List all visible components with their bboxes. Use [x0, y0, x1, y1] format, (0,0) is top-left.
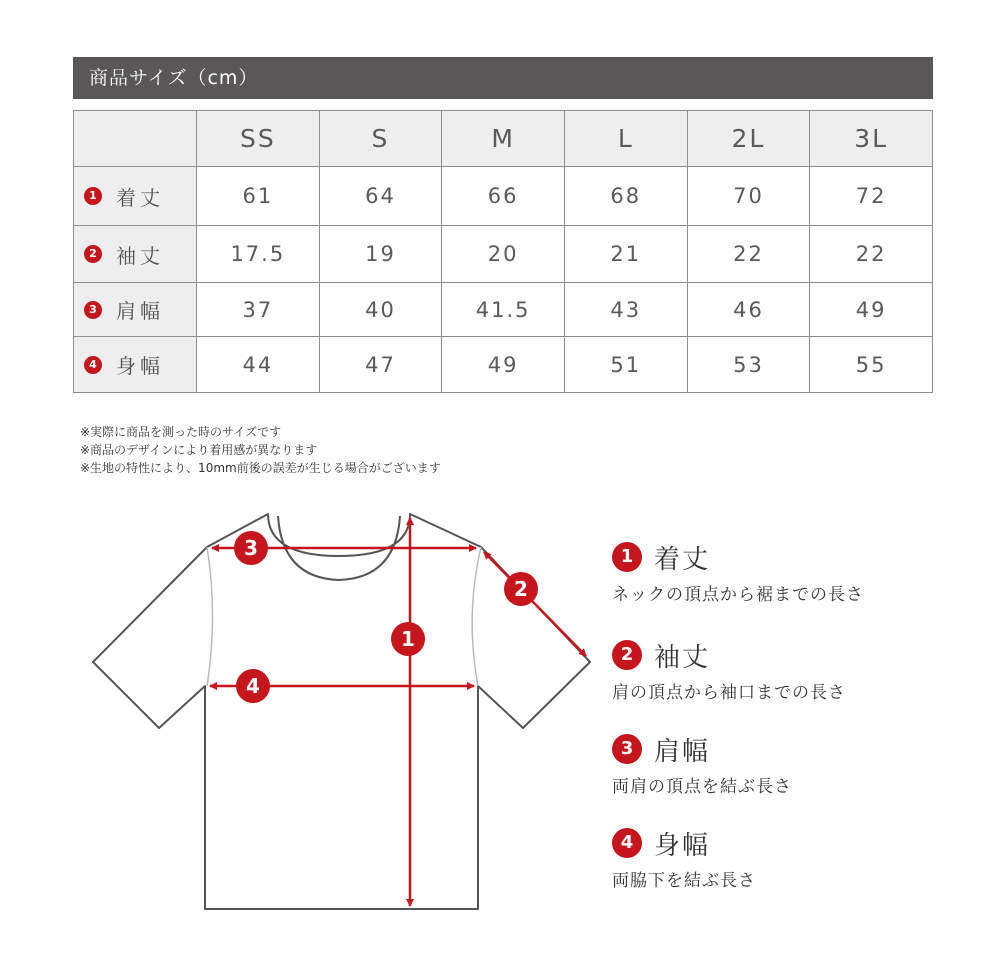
table-cell: 72 — [810, 167, 933, 226]
table-cell: 66 — [442, 167, 565, 226]
table-cell: 37 — [197, 283, 320, 337]
column-header: 2L — [687, 111, 810, 167]
note-line: ※商品のデザインにより着用感が異なります — [80, 443, 318, 457]
marker-badge-2 — [504, 572, 538, 606]
legend-title: 袖丈 — [654, 642, 711, 673]
marker-badge-3 — [234, 531, 268, 565]
table-cell: 19 — [319, 226, 442, 283]
table-cell: 53 — [687, 337, 810, 393]
table-cell: 49 — [442, 337, 565, 393]
legend-description: ネックの頂点から裾までの長さ — [612, 585, 864, 605]
legend-item — [612, 826, 756, 891]
sleeve-seam-left — [207, 547, 213, 686]
row-label: 身幅 — [116, 354, 164, 378]
marker-badge-4 — [236, 669, 270, 703]
column-header: 3L — [810, 111, 933, 167]
table-cell: 21 — [564, 226, 687, 283]
row-label: 肩幅 — [116, 299, 164, 323]
table-cell: 46 — [687, 283, 810, 337]
legend-title: 着丈 — [654, 544, 711, 575]
row-label: 着丈 — [116, 185, 164, 210]
column-header: S — [319, 111, 442, 167]
marker-label: 4 — [246, 674, 260, 698]
table-cell: 20 — [442, 226, 565, 283]
legend-description: 肩の頂点から袖口までの長さ — [612, 683, 846, 703]
legend-title: 身幅 — [654, 830, 711, 861]
marker-badge-1 — [391, 622, 425, 656]
table-cell: 40 — [319, 283, 442, 337]
legend-number-badge: 1 — [612, 542, 642, 572]
header-title: 商品サイズ（cm） — [89, 67, 259, 89]
column-header: L — [564, 111, 687, 167]
legend-title: 肩幅 — [654, 736, 711, 767]
marker-label: 2 — [514, 577, 528, 601]
sleeve-length-arrow — [484, 552, 586, 656]
table-cell: 70 — [687, 167, 810, 226]
column-header: M — [442, 111, 565, 167]
legend-item — [612, 638, 846, 703]
table-cell: 43 — [564, 283, 687, 337]
table-cell: 44 — [197, 337, 320, 393]
legend-item — [612, 732, 792, 797]
number-badge: 2 — [84, 245, 102, 263]
legend-description: 両脇下を結ぶ長さ — [612, 871, 756, 891]
row-label: 袖丈 — [116, 243, 164, 268]
column-header: SS — [197, 111, 320, 167]
table-cell: 47 — [319, 337, 442, 393]
number-badge: 1 — [84, 187, 102, 205]
table-cell: 68 — [564, 167, 687, 226]
table-cell: 61 — [197, 167, 320, 226]
legend-item — [612, 540, 864, 605]
note-line: ※生地の特性により、10mm前後の誤差が生じる場合がございます — [80, 461, 441, 475]
marker-label: 3 — [244, 536, 258, 560]
table-cell: 64 — [319, 167, 442, 226]
table-cell: 49 — [810, 283, 933, 337]
marker-label: 1 — [401, 627, 415, 651]
table-cell: 41.5 — [442, 283, 565, 337]
table-cell: 55 — [810, 337, 933, 393]
sleeve-seam-right — [472, 547, 481, 686]
legend-number-badge: 3 — [612, 734, 642, 764]
table-cell: 17.5 — [197, 226, 320, 283]
table-cell: 51 — [564, 337, 687, 393]
legend-number-badge: 4 — [612, 828, 642, 858]
legend-number-badge: 2 — [612, 640, 642, 670]
number-badge: 3 — [84, 301, 102, 319]
table-cell: 22 — [810, 226, 933, 283]
note-line: ※実際に商品を測った時のサイズです — [80, 425, 282, 439]
number-badge: 4 — [84, 356, 102, 374]
legend-description: 両肩の頂点を結ぶ長さ — [612, 777, 792, 797]
table-cell: 22 — [687, 226, 810, 283]
